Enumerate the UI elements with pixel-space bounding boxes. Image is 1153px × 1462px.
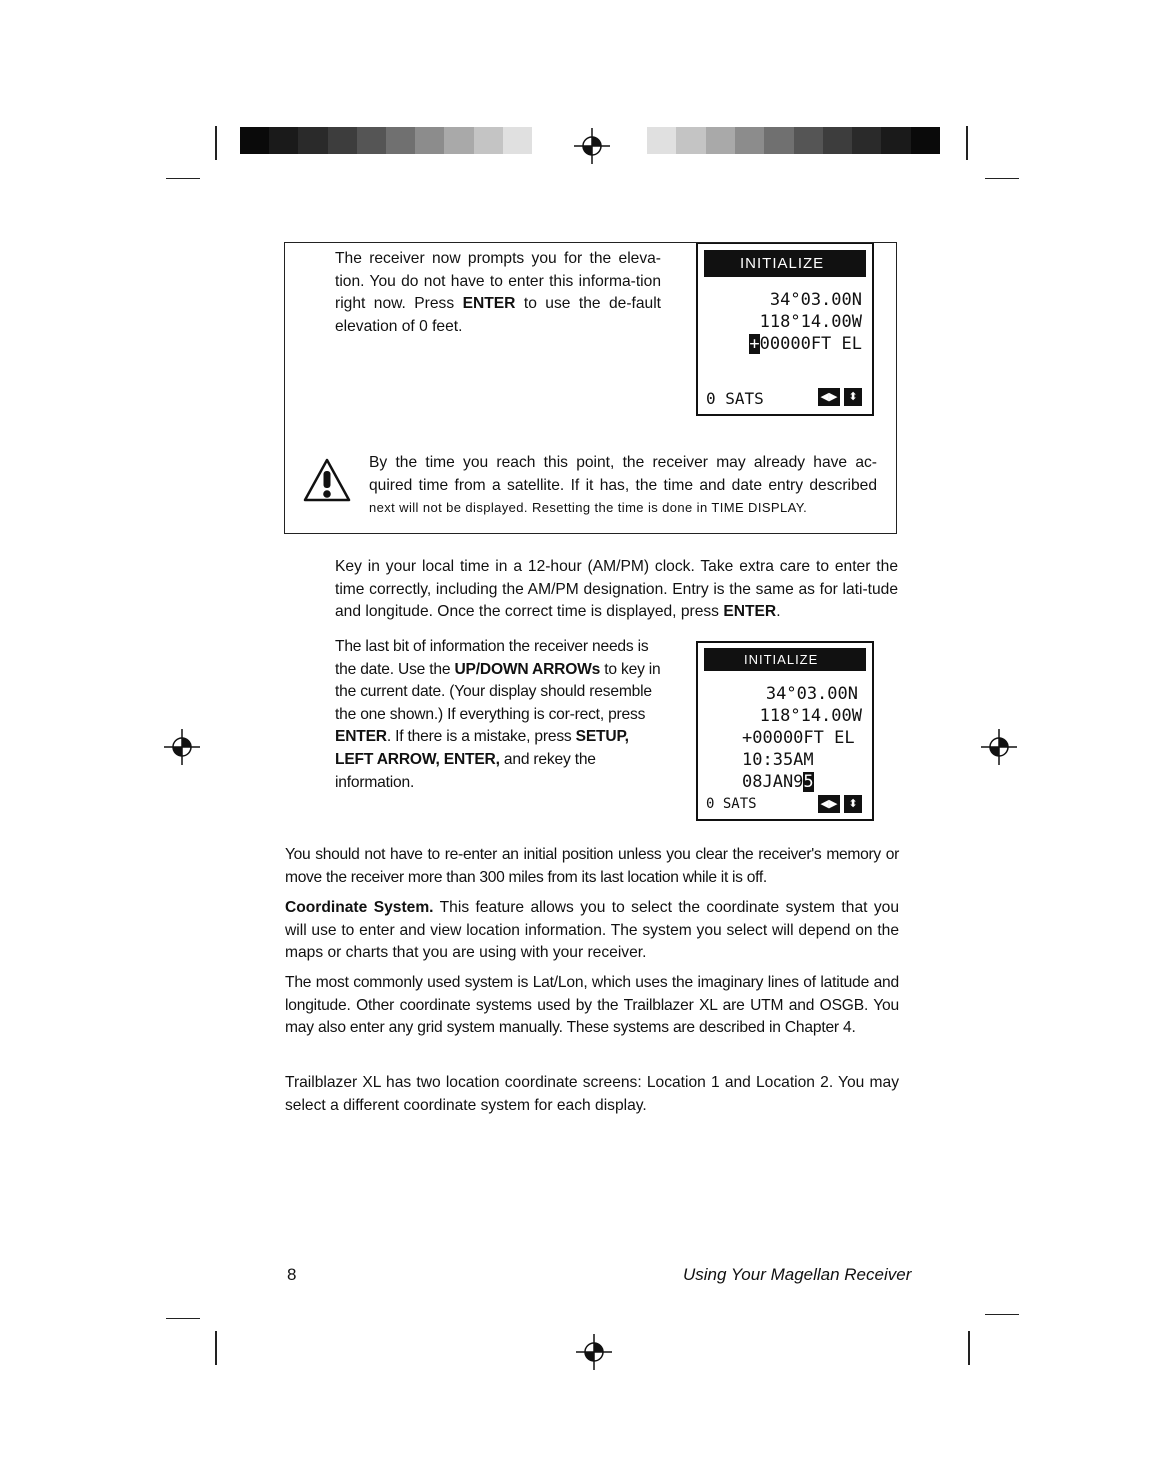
- enter-key-label: ENTER: [723, 603, 777, 621]
- lcd-longitude: 118°14.00W: [759, 312, 862, 332]
- crop-mark: [166, 178, 200, 179]
- enter-key-label: ENTER: [335, 728, 387, 746]
- header-bar-segment: [764, 127, 794, 154]
- page-number: 8: [287, 1265, 297, 1284]
- crop-mark: [968, 1331, 970, 1365]
- time-text-post: .: [776, 603, 781, 621]
- crop-mark: [215, 1331, 217, 1365]
- header-bar-segment: [881, 127, 911, 154]
- lcd-cursor: 5: [803, 772, 814, 792]
- date-text-a: The last bit of information the receiver needs is the date. Use the: [335, 638, 649, 678]
- header-bar-segment: [444, 127, 474, 154]
- header-bar-segment: [328, 127, 358, 154]
- date-text-c: to key in the current date. (Your display should resemble the one shown.) If everything is cor-rect, press: [335, 660, 661, 723]
- header-bar-segment: [794, 127, 824, 154]
- lcd-sats: 0 SATS: [706, 796, 757, 812]
- lcd-longitude: 118°14.00W: [759, 706, 862, 726]
- up-down-arrow-icon: ⬍: [844, 795, 862, 813]
- registration-target-icon: [574, 1332, 614, 1372]
- header-bar-segment: [415, 127, 445, 154]
- registration-target-icon: [162, 727, 202, 767]
- crop-mark: [166, 1318, 200, 1319]
- header-bar-right: [647, 127, 940, 154]
- header-bar-segment: [706, 127, 736, 154]
- note-line-1: By the time you reach this point, the receiver may already have ac-: [369, 454, 877, 471]
- header-bar-segment: [240, 127, 270, 154]
- lcd-date: [742, 772, 814, 792]
- up-down-arrows-label: UP/DOWN ARROWs: [454, 660, 601, 678]
- header-bar-segment: [823, 127, 853, 154]
- crop-mark: [966, 126, 968, 160]
- lcd-time: 10:35AM: [742, 750, 814, 770]
- lcd-elevation-value: 00000FT EL: [759, 334, 862, 354]
- crop-mark: [215, 126, 217, 160]
- coordinate-system-text: This feature allows you to select the coordinate system that you will use to enter and view location information. The system you select will depend on the maps or charts that you are using with your receiver.: [285, 899, 899, 962]
- header-bar-left: [240, 127, 532, 154]
- crop-mark: [985, 178, 1019, 179]
- left-right-arrow-icon: ◀▶: [818, 795, 840, 813]
- running-footer-title: Using Your Magellan Receiver: [683, 1265, 912, 1284]
- header-bar-segment: [676, 127, 706, 154]
- registration-target-icon: [979, 727, 1019, 767]
- header-bar-segment: [647, 127, 677, 154]
- header-bar-segment: [298, 127, 328, 154]
- lcd-title: INITIALIZE: [704, 648, 866, 671]
- lcd-date-value: 08JAN9: [742, 772, 804, 792]
- reenter-paragraph: You should not have to re-enter an initial position unless you clear the receiver's memory or move the receiver more than 300 miles from its last location while it is off.: [285, 846, 899, 886]
- header-bar-segment: [386, 127, 416, 154]
- note-line-2: quired time from a satellite. If it has, the time and date entry described: [369, 477, 877, 494]
- warning-triangle-icon: [302, 457, 352, 503]
- left-right-arrow-icon: ◀▶: [818, 388, 840, 406]
- date-text-e: . If there is a mistake, press: [386, 728, 576, 746]
- elevation-text-pre: The receiver now prompts you for the eleva-tion. You do not have to enter this informa-tion right now. Press: [335, 250, 661, 313]
- header-bar-segment: [503, 127, 533, 154]
- header-bar-segment: [269, 127, 299, 154]
- lcd-title: INITIALIZE: [704, 250, 866, 277]
- header-bar-segment: [852, 127, 882, 154]
- crop-mark: [985, 1314, 1019, 1315]
- header-bar-segment: [474, 127, 504, 154]
- date-text-g: and rekey the information.: [335, 750, 596, 791]
- elevation-text-post: to use the de-fault elevation of 0 feet.: [335, 295, 661, 335]
- header-bar-segment: [357, 127, 387, 154]
- coordinate-system-heading: Coordinate System.: [285, 899, 434, 916]
- setup-keys-label: SETUP, LEFT ARROW, ENTER,: [335, 728, 629, 768]
- note-line-3: next will not be displayed. Resetting the time is done in TIME DISPLAY.: [369, 500, 808, 515]
- lcd-latitude: 34°03.00N: [765, 684, 858, 704]
- registration-target-icon: [572, 126, 612, 166]
- header-bar-segment: [911, 127, 941, 154]
- lcd-cursor: +: [749, 334, 760, 354]
- time-paragraph: [335, 556, 898, 624]
- coordinate-system-paragraph: [285, 897, 899, 965]
- header-bar-segment: [735, 127, 765, 154]
- lcd-screen-date: [696, 641, 874, 821]
- lcd-latitude: 34°03.00N: [769, 290, 862, 310]
- lcd-sats: 0 SATS: [706, 389, 764, 408]
- up-down-arrow-icon: ⬍: [844, 388, 862, 406]
- date-paragraph: [335, 636, 661, 794]
- location-screens-paragraph: Trailblazer XL has two location coordinate screens: Location 1 and Location 2. You may select a different coordinate system for each display.: [285, 1074, 899, 1114]
- lcd-elevation: +00000FT EL: [742, 728, 855, 748]
- enter-key-label: ENTER: [462, 295, 516, 313]
- latlon-paragraph: The most commonly used system is Lat/Lon, which uses the imaginary lines of latitude and longitude. Other coordinate systems used by the Trailblazer XL are UTM and OSGB. You may also enter any grid system manually. These systems are described in Chapter 4.: [285, 974, 899, 1037]
- time-text-pre: Key in your local time in a 12-hour (AM/PM) clock. Take extra care to enter the time correctly, including the AM/PM designation. Entry is the same as for lati-tude and longitude. Once the correct time is displayed, press: [335, 558, 898, 621]
